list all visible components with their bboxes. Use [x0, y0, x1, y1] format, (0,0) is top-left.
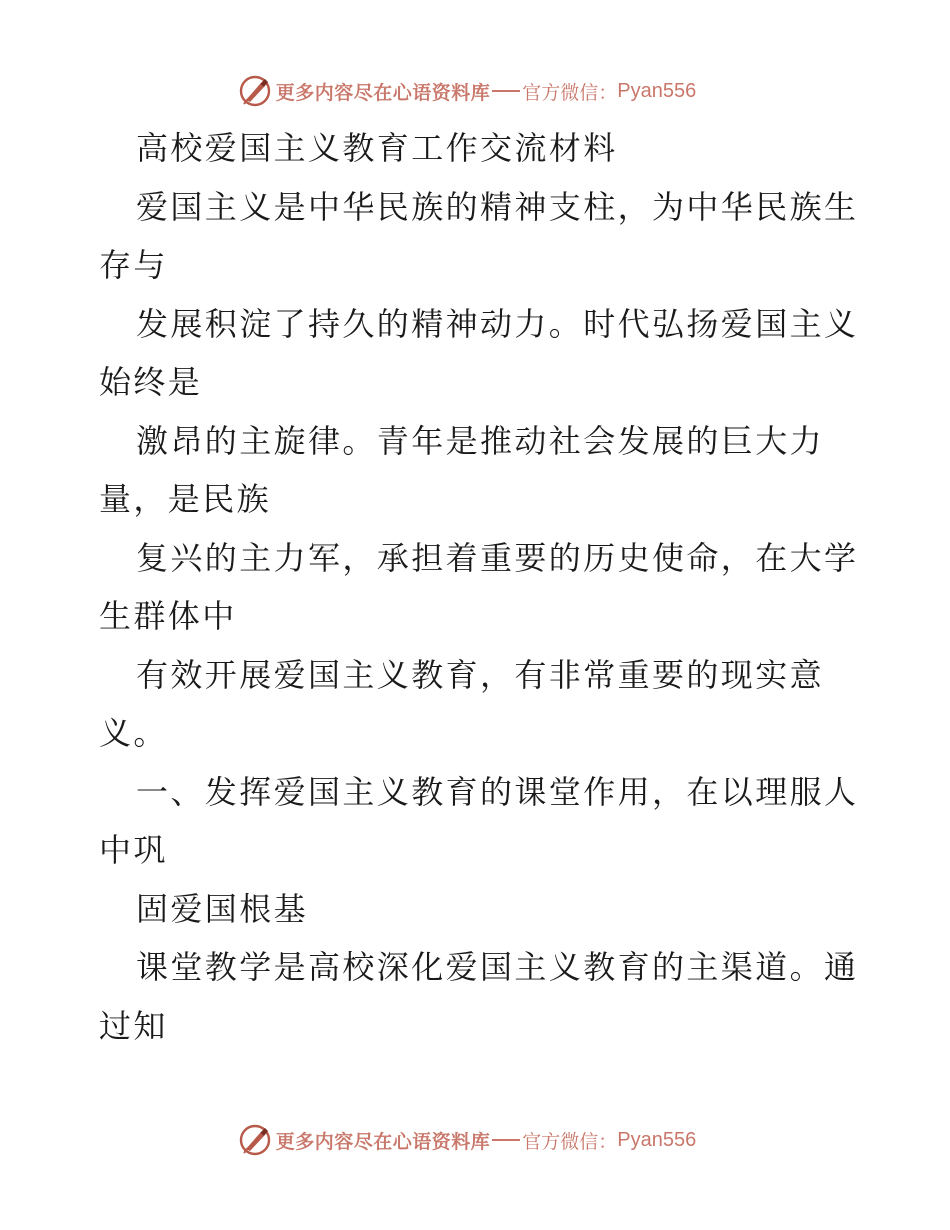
banner-subtext: 官方微信：	[522, 81, 618, 104]
document-title: 高校爱国主义教育工作交流材料	[136, 129, 618, 167]
banner-wechat-id: Pyan556	[617, 1128, 697, 1151]
banner-dash	[492, 1139, 520, 1141]
section-heading-line: 中巩	[99, 831, 168, 869]
paragraph-line: 复兴的主力军，承担着重要的历史使命，在大学	[136, 538, 859, 577]
paragraph-line: 发展积淀了持久的精神动力。时代弘扬爱国主义	[136, 304, 859, 343]
paragraph-line: 激昂的主旋律。青年是推动社会发展的巨大力	[136, 421, 825, 460]
paragraph-line: 课堂教学是高校深化爱国主义教育的主渠道。通	[136, 948, 859, 986]
banner-text: 更多内容尽在心语资料库	[275, 81, 491, 104]
pen-logo-icon	[238, 74, 272, 108]
paragraph-line: 始终是	[99, 363, 203, 401]
pen-logo-icon	[238, 1123, 272, 1157]
banner-dash	[492, 90, 520, 92]
paragraph-line: 义。	[99, 714, 168, 752]
document-body	[99, 119, 859, 1055]
section-heading-line: 一、发挥爱国主义教育的课堂作用，在以理服人	[136, 772, 859, 811]
header-banner	[0, 71, 950, 111]
paragraph-line: 爱国主义是中华民族的精神支柱，为中华民族生	[136, 187, 859, 226]
section-heading-line: 固爱国根基	[136, 889, 309, 928]
paragraph-line: 过知	[99, 1006, 168, 1045]
paragraph-line: 生群体中	[99, 597, 237, 635]
paragraph-line: 量，是民族	[99, 480, 272, 518]
paragraph-line: 有效开展爱国主义教育，有非常重要的现实意	[136, 655, 825, 694]
banner-wechat-id: Pyan556	[617, 79, 697, 102]
footer-banner	[0, 1120, 950, 1160]
paragraph-line: 存与	[99, 246, 168, 284]
banner-text: 更多内容尽在心语资料库	[275, 1130, 491, 1153]
banner-subtext: 官方微信：	[522, 1130, 618, 1153]
